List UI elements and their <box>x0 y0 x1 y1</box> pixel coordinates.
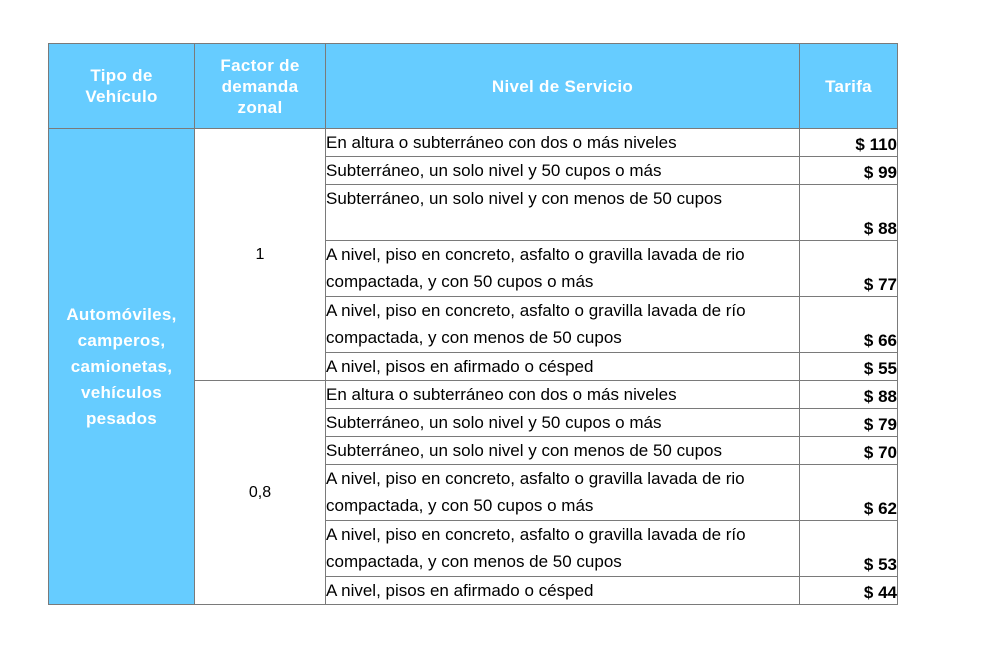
nivel-cell: A nivel, piso en concreto, asfalto o gravilla lavada de río compactada, y con menos de 50 cupos <box>326 521 800 577</box>
nivel-cell: En altura o subterráneo con dos o más niveles <box>326 381 800 409</box>
tarifa-cell: $ 55 <box>800 353 898 381</box>
nivel-cell: A nivel, pisos en afirmado o césped <box>326 353 800 381</box>
nivel-cell: Subterráneo, un solo nivel y 50 cupos o más <box>326 157 800 185</box>
tarifa-cell: $ 62 <box>800 465 898 521</box>
tarifa-cell: $ 88 <box>800 185 898 241</box>
table-row <box>49 129 898 157</box>
header-tarifa: Tarifa <box>800 44 898 129</box>
nivel-cell: Subterráneo, un solo nivel y con menos de 50 cupos <box>326 437 800 465</box>
factor-cell: 1 <box>195 129 326 381</box>
header-row <box>49 44 898 129</box>
tarifa-cell: $ 77 <box>800 241 898 297</box>
tarifa-cell: $ 66 <box>800 297 898 353</box>
nivel-cell: A nivel, piso en concreto, asfalto o gravilla lavada de rio compactada, y con 50 cupos o más <box>326 241 800 297</box>
tarifas-table <box>48 43 898 605</box>
nivel-cell: En altura o subterráneo con dos o más niveles <box>326 129 800 157</box>
tarifa-cell: $ 79 <box>800 409 898 437</box>
header-factor-demanda: Factor de demanda zonal <box>195 44 326 129</box>
nivel-cell: Subterráneo, un solo nivel y 50 cupos o más <box>326 409 800 437</box>
header-tipo-vehiculo: Tipo de Vehículo <box>49 44 195 129</box>
factor-cell: 0,8 <box>195 381 326 605</box>
tarifa-cell: $ 110 <box>800 129 898 157</box>
nivel-cell: A nivel, piso en concreto, asfalto o gravilla lavada de río compactada, y con menos de 50 cupos <box>326 297 800 353</box>
tarifa-cell: $ 99 <box>800 157 898 185</box>
tipo-vehiculo-cell: Automóviles, camperos, camionetas, vehículos pesados <box>49 129 195 605</box>
nivel-cell: A nivel, pisos en afirmado o césped <box>326 577 800 605</box>
tarifa-cell: $ 70 <box>800 437 898 465</box>
tarifa-cell: $ 53 <box>800 521 898 577</box>
tarifa-cell: $ 88 <box>800 381 898 409</box>
nivel-cell: Subterráneo, un solo nivel y con menos de 50 cupos <box>326 185 800 241</box>
nivel-cell: A nivel, piso en concreto, asfalto o gravilla lavada de rio compactada, y con 50 cupos o más <box>326 465 800 521</box>
header-nivel-servicio: Nivel de Servicio <box>326 44 800 129</box>
tarifa-cell: $ 44 <box>800 577 898 605</box>
